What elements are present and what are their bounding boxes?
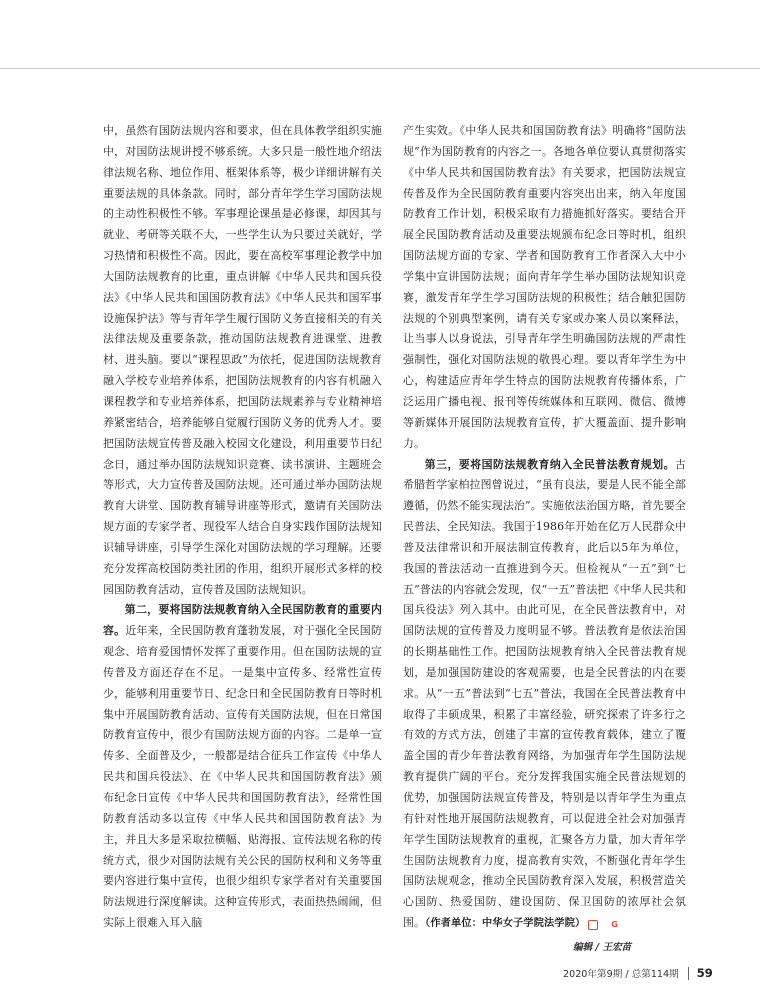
author-affiliation: （作者单位：中华女子学院法学院） xyxy=(425,918,586,930)
page-footer xyxy=(563,966,713,982)
end-mark-icon: G xyxy=(588,920,598,930)
section-two-body: 近年来，全民国防教育蓬勃发展，对于强化全民国防观念、培育爱国情怀发挥了重要作用。但在国防法规的宣传普及方面还存在不足。一是集中宣传多、经常性宣传少，能够利用重要节日、纪念日和全民国防教育日等时机集中开展国防教育活动、宣传有关国防法规，但在日常国防教育宣传中，很少有国防法规方面的内容。二是单一宣传多、全面普及少，一般都是结合征兵工作宣传《中华人民共和国兵役法》、在《中华人民共和国国防教育法》颁布纪念日宣传《中华人民共和国国防教育法》，经常性国防教育活动多以宣传《中华人民共和国国防教育法》为主，并且大多是采取拉横幅、贴海报、宣传法规名称的传统方式，很少对国防法规有关公民的国防权利和义务等重要内容进行集中宣传，也很少组织专家学者对有关重要国防法规进行深度解读。这种宣传形式，表面热热闹闹，但实际上很难入耳入脑 xyxy=(103,624,383,930)
right-column xyxy=(403,121,686,935)
page-number: 59 xyxy=(696,966,713,980)
section-two-paragraph xyxy=(103,600,382,934)
body-paragraph: 产生实效。《中华人民共和国国防教育法》明确将“国防法规”作为国防教育的内容之一。各地各单位要认真贯彻落实《中华人民共和国国防教育法》有关要求，把国防法规宣传普及作为全民国防教育重要内容突出出来，纳入年度国防教育工作计划，积极采取有力措施抓好落实。要结合开展全民国防教育活动及重要法规颁布纪念日等时机，组织国防法规方面的专家、学者和国防教育工作者深入大中小学集中宣讲国防法规；面向青年学生举办国防法规知识竞赛，激发青年学生学习国防法规的积极性；结合触犯国防法规的个别典型案例，请有关专家或办案人员以案释法，让当事人以身说法，引导青年学生明确国防法规的严肃性强制性，强化对国防法规的敬畏心理。要以青年学生为中心，构建适应青年学生特点的国防法规教育传播体系，广泛运用广播电视、报刊等传统媒体和互联网、微信、微博等新媒体开展国防法规教育宣传，扩大覆盖面、提升影响力。 xyxy=(403,124,686,450)
issue-info: 2020年第9期 / 总第114期 xyxy=(563,969,679,980)
header-rule xyxy=(0,68,760,69)
section-three-paragraph xyxy=(403,455,686,935)
left-column xyxy=(103,121,382,934)
body-paragraph: 中，虽然有国防法规内容和要求，但在具体教学组织实施中，对国防法规讲授不够系统。大多只是一般性地介绍法律法规名称、地位作用、框架体系等，极少详细讲解有关重要法规的具体条款。同时，部分青年学生学习国防法规的主动性积极性不够。军事理论课虽是必修课，却因其与就业、考研等关联不大，一些学生认为只要过关就好，学习热情和积极性不高。因此，要在高校军事理论教学中加大国防法规教育的比重，重点讲解《中华人民共和国兵役法》《中华人民共和国国防教育法》《中华人民共和国军事设施保护法》等与青年学生履行国防义务直接相关的有关法律法规及重要条款，推动国防法规教育进课堂、进教材、进头脑。要以“课程思政”为依托，促进国防法规教育融入学校专业培养体系，把国防法规教育的内容有机融入课程教学和专业培养体系，把国防法规素养与专业精神培养紧密结合，培养能够自觉履行国防义务的优秀人才。要把国防法规宣传普及融入校园文化建设，利用重要节日纪念日，通过举办国防法规知识竞赛、读书演讲、主题班会等形式，大力宣传普及国防法规。还可通过举办国防法规教育大讲堂、国防教育辅导讲座等形式，邀请有关国防法规方面的专家学者、现役军人结合自身实践作国防法规知识辅导讲座，引导学生深化对国防法规的学习理解。还要充分发挥高校国防类社团的作用，组织开展形式多样的校园国防教育活动，宣传普及国防法规知识。 xyxy=(103,124,382,596)
editor-credit: 编辑 / 王宏苗 xyxy=(573,942,632,953)
footer-divider xyxy=(688,967,689,980)
section-two-heading: 第二，要将国防法规教育纳入全民国防教育的重要内容。 xyxy=(103,603,382,638)
section-three-body: 古希腊哲学家柏拉图曾说过，“虽有良法，要是人民不能全部遵循，仍然不能实现法治”。实施依法治国方略，首先要全民普法、全民知法。我国于1986年开始在亿万人民群众中普及法律常识和开展法制宣传教育，此后以5年为单位，我国的普法活动一直推进到今天。但检视从“一五”到“七五”普法的内容就会发现，仅“一五”普法把《中华人民共和国兵役法》列入其中。由此可见，在全民普法教育中，对国防法规的宣传普及力度明显不够。普法教育是依法治国的长期基础性工作。把国防法规教育纳入全民普法教育规划，是加强国防建设的客观需要，也是全民普法的内在要求。从“一五”普法到“七五”普法，我国在全民普法教育中取得了丰硕成果，积累了丰富经验，研究探索了许多行之有效的方式方法，创建了丰富的宣传教育载体，建立了覆盖全国的青少年普法教育网络，为加强青年学生国防法规教育提供广阔的平台。充分发挥我国实施全民普法规划的优势，加强国防法规宣传普及，特别是以青年学生为重点有针对性地开展国防法规教育，可以促进全社会对加强青年学生国防法规教育的重视，汇聚各方力量，加大青年学生国防法规教育力度，提高教育实效，不断强化青年学生国防法规观念，推动全民国防教育深入发展，积极营造关心国防、热爱国防、建设国防、保卫国防的浓厚社会氛围。 xyxy=(403,457,686,930)
section-three-heading: 第三，要将国防法规教育纳入全民普法教育规划。 xyxy=(424,457,675,471)
